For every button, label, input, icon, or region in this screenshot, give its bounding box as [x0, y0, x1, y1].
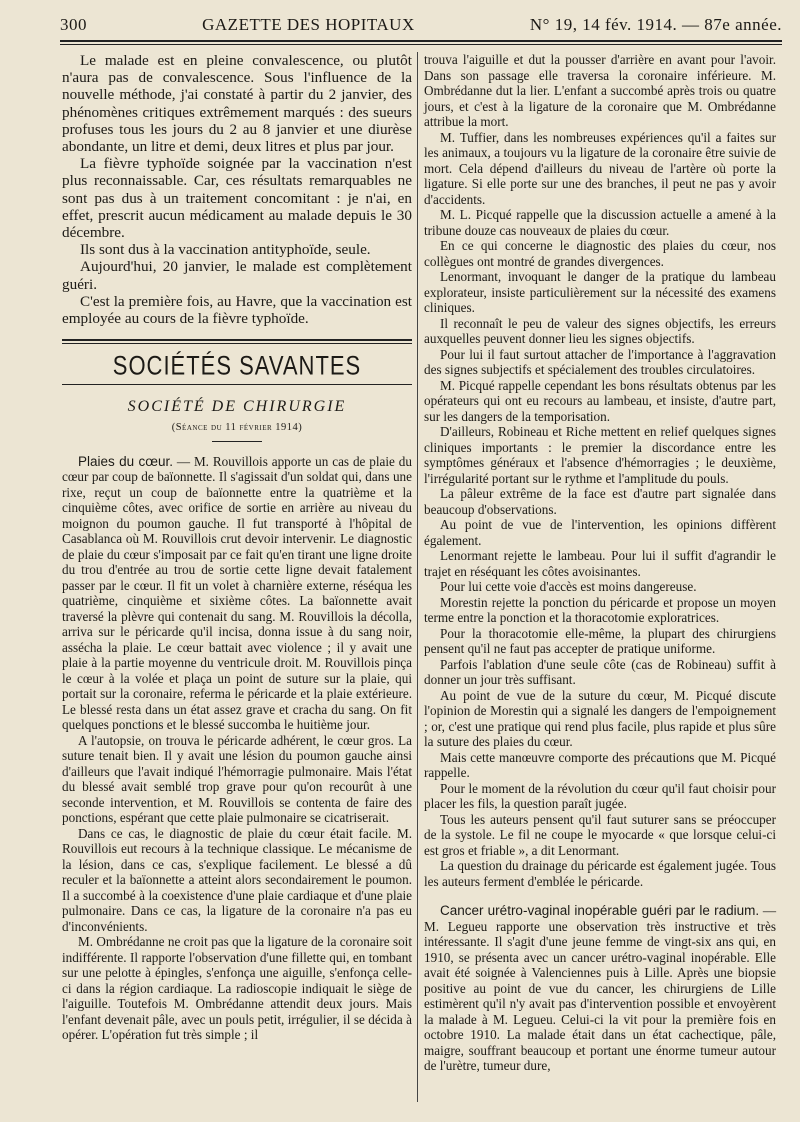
article-paragraph: Lenormant rejette le lambeau. Pour lui il suffit d'agrandir le trajet en réséquant les côtes avoisinantes.: [424, 548, 776, 579]
article-lead-text: — M. Legueu rapporte une observation très instructive et très intéressante. Il s'agit d'une jeune femme de vingt-six ans qui, en 1910, se présenta avec un cancer urétro-vaginal inopérable. Elle avait été soignée à Valenciennes puis à Lille. Après une biopsie positive au point de vue du cancer, les chirurgiens de Lille estimèrent qu'il n'y avait pas d'intervention possible et envoyèrent la malade à M. Legueu. Celui-ci la vit pour la première fois en octobre 1910. La malade était dans un état cachectique, pâle, maigre, souffrant beaucoup et portant une énorme tumeur autour de l'urètre, tumeur dure,: [424, 903, 776, 1073]
page-header: [60, 14, 782, 36]
journal-title: GAZETTE DES HOPITAUX: [202, 15, 415, 34]
article-paragraph: M. Ombrédanne ne croit pas que la ligature de la coronaire soit indifférente. Il rapporte l'observation d'une fillette qui, en tombant sur une pelotte à épingles, s'enfonça une aiguille, s'enfonça celle-ci dans la région cardiaque. La radioscopie indiquait le siège de l'aiguille. Toutefois M. Ombrédanne attendit deux jours. Mais l'enfant devenait pâle, avec un pouls petit, irrégulier, il se décida à opérer. L'opération fut très simple ; il: [62, 934, 412, 1043]
article-paragraph: Tous les auteurs pensent qu'il faut suturer sans se préoccuper de la systole. Le fil ne coupe le myocarde « que lorsque celui-ci est gros et friable », a dit Lenormant.: [424, 811, 776, 858]
intro-paragraph: Ils sont dus à la vaccination antityphoïde, seule.: [80, 241, 371, 259]
header-rule-thin: [60, 44, 782, 45]
article-paragraph: Pour lui cette voie d'accès est moins dangereuse.: [440, 579, 697, 594]
article-paragraph: M. Tuffier, dans les nombreuses expériences qu'il a faites sur les animaux, a toujours vu la ligature de la coronaire être suivie de mort. Cela dépend d'ailleurs du niveau de l'artère où porte la ligature. Si elle porte sur une des branches, il peut ne pas y avoir d'accidents.: [424, 129, 776, 207]
article-paragraph: Il reconnaît le peu de valeur des signes objectifs, les erreurs auxquelles peuvent donner lieu les signes objectifs.: [424, 315, 776, 346]
header-rule: [60, 40, 782, 42]
article-paragraph: Dans ce cas, le diagnostic de plaie du cœur était facile. M. Rouvillois eut recours à la technique classique. Le mécanisme de la lésion, dans ce cas, s'explique facilement. Le blessé a dû reculer et la baïonnette a atteint alors secondairement le poumon. Il a succombé à la coexistence d'une plaie cardiaque et d'une plaie pulmonaire. Dans ce cas, la ligature de la coronaire n'a pas eu d'inconvénients.: [62, 825, 412, 934]
article-paragraph: Pour la thoracotomie elle-même, la plupart des chirurgiens pensent qu'il ne faut pas accepter de pratique uniforme.: [424, 625, 776, 656]
column-divider: [417, 52, 418, 1102]
article-paragraph: Lenormant, invoquant le danger de la pratique du lambeau explorateur, insiste particulièrement sur la nécessité des examens cliniques.: [424, 269, 776, 315]
article-paragraph: Au point de vue de la suture du cœur, M. Picqué discute l'opinion de Morestin qui a signalé les dangers de l'empoignement ; or, c'est une pratique qui rend plus facile, plus rapide et plus sûre la suture des plaies du cœur.: [424, 687, 776, 749]
article-paragraph: Pour lui il faut surtout attacher de l'importance à l'aggravation des signes subjectifs et spécialement des troubles circulatoires.: [424, 346, 776, 377]
article-lead-text: — M. Rouvillois apporte un cas de plaie du cœur par coup de baïonnette. Il s'agissait d'un soldat qui, dans une rixe, reçut un coup de baïonnette entre la quatrième et la cinquième côtes, avec orifice de sortie en arrière au niveau du moignon du poumon gauche. Il fut transporté à l'hôpital de Casablanca où M. Rouvillois crut devoir intervenir. Le diagnostic de plaie du cœur s'imposait par ce fait qu'en tirant une ligne droite du trou d'entrée au trou de sortie cette ligne devait fatalement passer par le cœur. Il fit un volet à charnière externe, réséqua les quatrième, cinquième et sixième côtes. La baïonnette avait traversé la plèvre qui contenait du sang. M. Rouvillois la décolla, arriva sur le péricarde qu'il incisa, donna issue à du sang noir, assécha la plaie. Le cœur battait avec violence ; il y avait une plaie à la partie moyenne du ventricule droit. M. Rouvillois pinça le cœur à la volée et plaça un point de suture sur la plaie, qui portait sur la coronaire, referma le péricarde et la plaie extérieure. Le blessé resta dans un état assez grave et cracha du sang. On fit quelques ponctions et le blessé succomba le huitième jour.: [62, 453, 412, 733]
left-column: [62, 52, 412, 1108]
article-paragraph: M. L. Picqué rappelle que la discussion actuelle a amené à la tribune douze cas nouveaux de plaies du cœur.: [424, 207, 776, 238]
short-rule: [212, 441, 262, 442]
page-number: 300: [60, 15, 87, 34]
intro-paragraph: Le malade est en pleine convalescence, ou plutôt n'aura pas de convalescence. Sous l'influence de la nouvelle méthode, j'ai constaté à partir du 2 janvier, des phénomènes critiques extrêmement marqués : des sueurs profuses tous les jours du 2 au 8 janvier et une diurèse abondante, un litre et demi, deux litres et plus par jour.: [62, 52, 412, 156]
article-paragraph: Au point de vue de l'intervention, les opinions diffèrent également.: [424, 517, 776, 548]
article-paragraph: Morestin rejette la ponction du péricarde et propose un moyen terme entre la ponction et la thoracotomie exploratrices.: [424, 594, 776, 625]
session-date: (Séance du 11 février 1914): [171, 422, 303, 434]
issue-info: N° 19, 14 fév. 1914. — 87e année.: [529, 15, 782, 34]
article-paragraph: M. Picqué rappelle cependant les bons résultats obtenus par les opérateurs qui ont eu recours au lambeau, et insiste, d'autre part, sur les dangers de la temporisation.: [424, 377, 776, 424]
article-paragraph: Pour le moment de la révolution du cœur qu'il faut choisir pour placer les fils, la question paraît jugée.: [424, 780, 776, 811]
article-paragraph: En ce qui concerne le diagnostic des plaies du cœur, nos collègues ont montré de grandes divergences.: [424, 238, 776, 269]
section-title: SOCIÉTÉS SAVANTES: [112, 350, 362, 381]
article-paragraph: [62, 454, 412, 733]
right-column: [424, 52, 776, 1108]
section-rule: [62, 384, 412, 385]
article-paragraph: A l'autopsie, on trouva le péricarde adhérent, le cœur gros. La suture tenait bien. Il y avait une lésion du poumon gauche ainsi d'ailleurs que l'avait indiqué l'hémorragie pulmonaire. Mais l'état du blessé avait semblé trop grave pour qu'on recourût à une seconde intervention, et M. Rouvillois se contenta de faire des ponctions, espérant que cette plaie pulmonaire se cicatriserait.: [62, 732, 412, 826]
article-lead: Cancer urétro-vaginal inopérable guéri par le radium.: [440, 903, 760, 918]
section-separator: [62, 339, 412, 344]
article-paragraph: Parfois l'ablation d'une seule côte (cas de Robineau) suffit à donner un jour très suffisant.: [424, 656, 776, 687]
article-paragraph: La question du drainage du péricarde est également jugée. Tous les auteurs ferment d'emblée le péricarde.: [424, 858, 776, 889]
article-lead: Plaies du cœur.: [78, 453, 173, 469]
intro-paragraph: C'est la première fois, au Havre, que la vaccination est employée au cours de la fièvre typhoïde.: [62, 292, 412, 328]
intro-paragraph: La fièvre typhoïde soignée par la vaccination n'est plus reconnaissable. Car, ces résultats remarquables ne sont pas dus à un traitement concomitant : je n'ai, en effet, prescrit aucun médicament au malade depuis le 30 décembre.: [62, 155, 412, 242]
article-paragraph: [424, 903, 776, 1074]
article-paragraph: La pâleur extrême de la face est d'autre part signalée dans beaucoup d'observations.: [424, 486, 776, 517]
article-paragraph: Mais cette manœuvre comporte des précautions que M. Picqué rappelle.: [424, 749, 776, 780]
society-title: SOCIÉTÉ DE CHIRURGIE: [127, 397, 347, 415]
article-paragraph: D'ailleurs, Robineau et Riche mettent en relief quelques signes cliniques importants : le premier la discordance entre les symptômes généraux et l'absence d'hémorragies ; le deuxième, l'irrégularité portant sur le rythme et l'amplitude du pouls.: [424, 424, 776, 486]
article-paragraph: trouva l'aiguille et dut la pousser d'arrière en avant pour l'avoir. Dans son passage elle traversa la coronaire inférieure. M. Ombrédanne dut la lier. L'enfant a succombé après trois ou quatre jours, et c'est à la ligature de la coronaire que M. Ombrédanne attribue la mort.: [424, 52, 776, 129]
intro-text: [62, 52, 412, 327]
intro-paragraph: Aujourd'hui, 20 janvier, le malade est complètement guéri.: [62, 258, 412, 293]
